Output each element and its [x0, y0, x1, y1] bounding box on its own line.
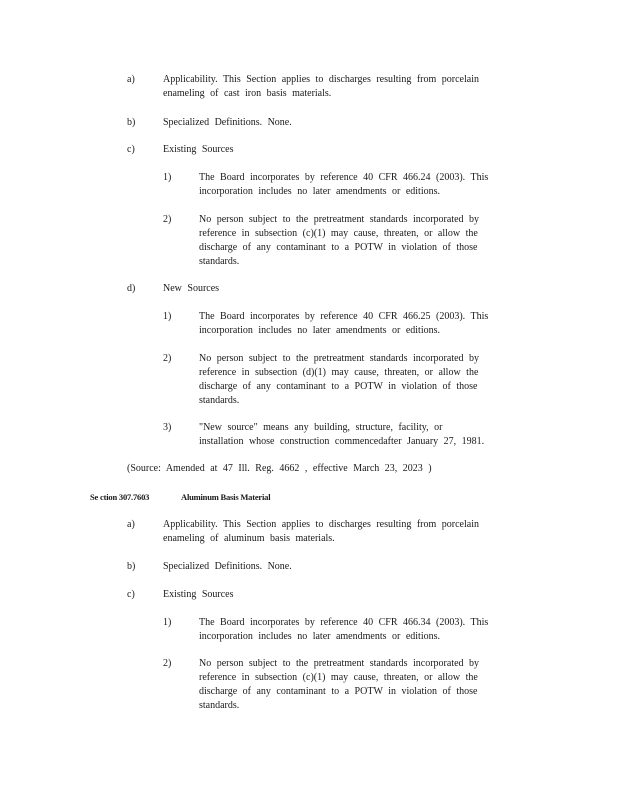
item-c1-text-line1: The Board incorporates by reference 40 CFR 466.24 (2003). This	[199, 172, 489, 183]
item-d1-label: 1)	[163, 311, 172, 322]
item2-a-label: a)	[127, 519, 135, 530]
item2-c1-text-line2: incorporation includes no later amendments or editions.	[199, 631, 440, 642]
section-title: Aluminum Basis Material	[181, 492, 271, 502]
item2-c1-label: 1)	[163, 617, 172, 628]
item2-a-text-line1: Applicability. This Section applies to discharges resulting from porcelain	[163, 519, 479, 530]
item-b-text: Specialized Definitions. None.	[163, 117, 292, 128]
item2-c1-text-line1: The Board incorporates by reference 40 CFR 466.34 (2003). This	[199, 617, 489, 628]
item-d1-text-line1: The Board incorporates by reference 40 CFR 466.25 (2003). This	[199, 311, 489, 322]
item-d2-label: 2)	[163, 353, 172, 364]
item-d2-text-line2: reference in subsection (d)(1) may cause, threaten, or allow the	[199, 367, 479, 378]
item2-c-label: c)	[127, 589, 135, 600]
item-b-label: b)	[127, 117, 136, 128]
item-d2-text-line1: No person subject to the pretreatment standards incorporated by	[199, 353, 480, 364]
item-c1-text-line2: incorporation includes no later amendments or editions.	[199, 186, 440, 197]
item-d2-text-line4: standards.	[199, 395, 240, 406]
item2-c2-text-line4: standards.	[199, 700, 240, 711]
item-d2-text-line3: discharge of any contaminant to a POTW in violation of those	[199, 381, 478, 392]
item2-c-heading: Existing Sources	[163, 589, 234, 600]
item-c1-label: 1)	[163, 172, 172, 183]
item2-a-text-line2: enameling of aluminum basis materials.	[163, 533, 335, 544]
item-d-heading: New Sources	[163, 283, 220, 294]
item-d1-text-line2: incorporation includes no later amendments or editions.	[199, 325, 440, 336]
item2-b-label: b)	[127, 561, 136, 572]
item2-c2-text-line1: No person subject to the pretreatment standards incorporated by	[199, 658, 480, 669]
item-a-text-line1: Applicability. This Section applies to discharges resulting from porcelain	[163, 74, 479, 85]
item-a-label: a)	[127, 74, 135, 85]
item-c-heading: Existing Sources	[163, 144, 234, 155]
item2-c2-label: 2)	[163, 658, 172, 669]
item-d3-text-line2: installation whose construction commencedafter January 27, 1981.	[199, 436, 485, 447]
item-c2-text-line4: standards.	[199, 256, 240, 267]
item-c2-text-line1: No person subject to the pretreatment standards incorporated by	[199, 214, 480, 225]
item-d3-text-line1: "New source" means any building, structure, facility, or	[199, 422, 443, 433]
item-d-label: d)	[127, 283, 136, 294]
item2-c2-text-line2: reference in subsection (c)(1) may cause, threaten, or allow the	[199, 672, 478, 683]
item-d3-label: 3)	[163, 422, 172, 433]
item-c2-text-line3: discharge of any contaminant to a POTW in violation of those	[199, 242, 478, 253]
section-number: Se ction 307.7603	[90, 492, 150, 502]
item-c2-label: 2)	[163, 214, 172, 225]
item-c-label: c)	[127, 144, 135, 155]
item-c2-text-line2: reference in subsection (c)(1) may cause, threaten, or allow the	[199, 228, 478, 239]
source-note: (Source: Amended at 47 Ill. Reg. 4662 , effective March 23, 2023 )	[127, 463, 432, 474]
item-a-text-line2: enameling of cast iron basis materials.	[163, 88, 332, 99]
item2-b-text: Specialized Definitions. None.	[163, 561, 292, 572]
item2-c2-text-line3: discharge of any contaminant to a POTW in violation of those	[199, 686, 478, 697]
